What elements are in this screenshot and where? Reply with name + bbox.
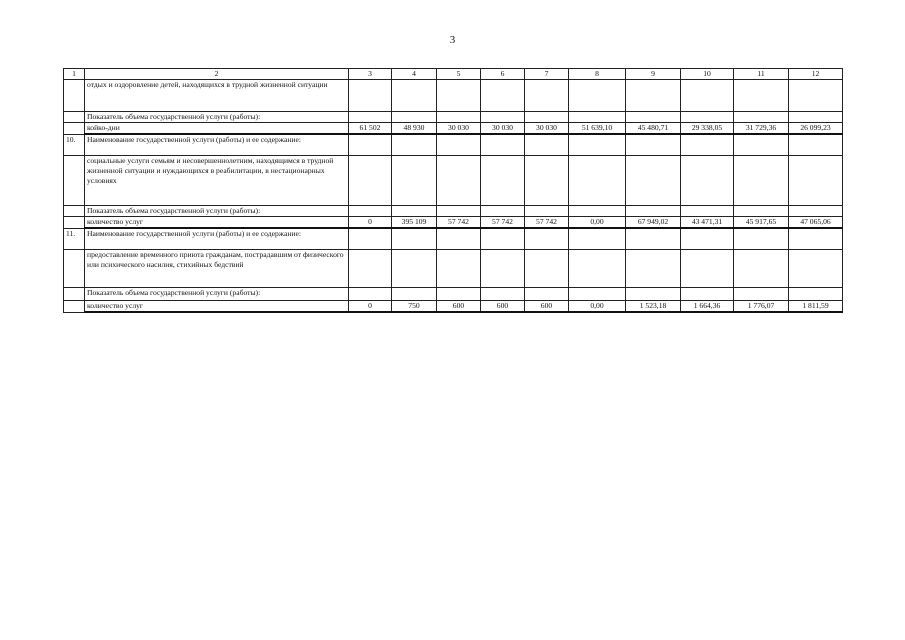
row-number bbox=[64, 112, 85, 123]
value-cell: 26 099,23 bbox=[789, 123, 843, 135]
value-cell bbox=[681, 112, 734, 123]
row-description: социальные услуги семьям и несовершеннолетним, находящимся в трудной жизненной ситуации и нуждающихся в реабилитации, в нестационарных условиях bbox=[85, 155, 349, 205]
value-cell bbox=[525, 205, 569, 216]
table-row bbox=[64, 300, 843, 312]
value-cell bbox=[392, 112, 437, 123]
value-cell bbox=[525, 249, 569, 287]
value-cell bbox=[392, 134, 437, 155]
row-description: Наименование государственной услуги (работы) и ее содержание: bbox=[85, 228, 349, 249]
value-cell bbox=[789, 155, 843, 205]
row-number: 10. bbox=[64, 134, 85, 155]
value-cell: 57 742 bbox=[481, 216, 525, 228]
value-cell: 600 bbox=[525, 300, 569, 312]
value-cell bbox=[734, 80, 789, 112]
value-cell: 51 639,10 bbox=[569, 123, 626, 135]
value-cell bbox=[437, 80, 481, 112]
row-description: количество услуг bbox=[85, 300, 349, 312]
value-cell bbox=[569, 228, 626, 249]
value-cell: 1 776,07 bbox=[734, 300, 789, 312]
value-cell: 600 bbox=[437, 300, 481, 312]
row-number bbox=[64, 80, 85, 112]
value-cell bbox=[569, 112, 626, 123]
value-cell bbox=[569, 134, 626, 155]
table-row bbox=[64, 249, 843, 287]
table-header-row bbox=[64, 69, 843, 80]
value-cell bbox=[626, 287, 681, 300]
table-row bbox=[64, 287, 843, 300]
table-row bbox=[64, 205, 843, 216]
row-number: 11. bbox=[64, 228, 85, 249]
value-cell: 1 523,18 bbox=[626, 300, 681, 312]
value-cell bbox=[349, 80, 392, 112]
value-cell: 48 930 bbox=[392, 123, 437, 135]
row-description: отдых и оздоровление детей, находящихся в трудной жизненной ситуации bbox=[85, 80, 349, 112]
value-cell bbox=[392, 228, 437, 249]
value-cell: 29 338,05 bbox=[681, 123, 734, 135]
value-cell bbox=[525, 228, 569, 249]
value-cell bbox=[392, 155, 437, 205]
value-cell: 1 664,36 bbox=[681, 300, 734, 312]
value-cell: 0,00 bbox=[569, 300, 626, 312]
value-cell bbox=[626, 134, 681, 155]
value-cell bbox=[789, 287, 843, 300]
value-cell bbox=[525, 155, 569, 205]
value-cell bbox=[789, 80, 843, 112]
value-cell bbox=[734, 249, 789, 287]
value-cell bbox=[349, 287, 392, 300]
value-cell: 57 742 bbox=[437, 216, 481, 228]
value-cell bbox=[481, 134, 525, 155]
value-cell: 45 917,65 bbox=[734, 216, 789, 228]
value-cell: 30 030 bbox=[481, 123, 525, 135]
value-cell bbox=[349, 112, 392, 123]
value-cell: 600 bbox=[481, 300, 525, 312]
value-cell bbox=[626, 249, 681, 287]
value-cell: 0 bbox=[349, 216, 392, 228]
value-cell bbox=[626, 112, 681, 123]
row-description: Наименование государственной услуги (работы) и ее содержание: bbox=[85, 134, 349, 155]
column-header: 5 bbox=[437, 69, 481, 80]
table-row bbox=[64, 112, 843, 123]
value-cell bbox=[681, 205, 734, 216]
value-cell bbox=[681, 80, 734, 112]
value-cell bbox=[681, 249, 734, 287]
row-number bbox=[64, 287, 85, 300]
column-header: 8 bbox=[569, 69, 626, 80]
value-cell: 67 949,02 bbox=[626, 216, 681, 228]
value-cell bbox=[437, 134, 481, 155]
column-header: 9 bbox=[626, 69, 681, 80]
value-cell bbox=[569, 287, 626, 300]
value-cell bbox=[569, 80, 626, 112]
column-header: 7 bbox=[525, 69, 569, 80]
row-description: Показатель объема государственной услуги (работы): bbox=[85, 287, 349, 300]
value-cell: 47 065,06 bbox=[789, 216, 843, 228]
row-number bbox=[64, 300, 85, 312]
value-cell bbox=[481, 155, 525, 205]
value-cell bbox=[626, 228, 681, 249]
column-header: 1 bbox=[64, 69, 85, 80]
value-cell bbox=[525, 134, 569, 155]
row-description: Показатель объема государственной услуги (работы): bbox=[85, 205, 349, 216]
value-cell bbox=[734, 112, 789, 123]
value-cell bbox=[481, 205, 525, 216]
value-cell bbox=[437, 249, 481, 287]
value-cell bbox=[481, 80, 525, 112]
value-cell: 1 811,59 bbox=[789, 300, 843, 312]
value-cell bbox=[569, 155, 626, 205]
value-cell: 45 480,71 bbox=[626, 123, 681, 135]
value-cell bbox=[481, 249, 525, 287]
column-header: 6 bbox=[481, 69, 525, 80]
value-cell: 57 742 bbox=[525, 216, 569, 228]
table-row bbox=[64, 216, 843, 228]
value-cell: 0,00 bbox=[569, 216, 626, 228]
value-cell bbox=[569, 249, 626, 287]
row-description: количество услуг bbox=[85, 216, 349, 228]
value-cell bbox=[481, 112, 525, 123]
value-cell bbox=[481, 228, 525, 249]
value-cell bbox=[525, 80, 569, 112]
value-cell bbox=[392, 287, 437, 300]
value-cell bbox=[734, 205, 789, 216]
value-cell: 43 471,31 bbox=[681, 216, 734, 228]
value-cell: 395 109 bbox=[392, 216, 437, 228]
column-header: 10 bbox=[681, 69, 734, 80]
value-cell bbox=[525, 287, 569, 300]
table-row bbox=[64, 228, 843, 249]
value-cell: 750 bbox=[392, 300, 437, 312]
value-cell bbox=[789, 112, 843, 123]
value-cell bbox=[349, 134, 392, 155]
value-cell bbox=[392, 205, 437, 216]
table-row bbox=[64, 123, 843, 135]
row-description: предоставление временного приюта гражданам, пострадавшим от физического или психического насилия, стихийных бедствий bbox=[85, 249, 349, 287]
table-row bbox=[64, 155, 843, 205]
row-description: койко-дни bbox=[85, 123, 349, 135]
row-number bbox=[64, 205, 85, 216]
value-cell bbox=[789, 134, 843, 155]
value-cell bbox=[349, 155, 392, 205]
value-cell: 0 bbox=[349, 300, 392, 312]
column-header: 11 bbox=[734, 69, 789, 80]
value-cell bbox=[789, 205, 843, 216]
value-cell bbox=[626, 205, 681, 216]
value-cell bbox=[681, 155, 734, 205]
value-cell: 31 729,36 bbox=[734, 123, 789, 135]
value-cell bbox=[349, 249, 392, 287]
value-cell: 30 030 bbox=[437, 123, 481, 135]
value-cell bbox=[437, 155, 481, 205]
value-cell bbox=[569, 205, 626, 216]
value-cell bbox=[525, 112, 569, 123]
row-number bbox=[64, 249, 85, 287]
column-header: 4 bbox=[392, 69, 437, 80]
value-cell bbox=[437, 205, 481, 216]
value-cell: 30 030 bbox=[525, 123, 569, 135]
value-cell bbox=[481, 287, 525, 300]
value-cell bbox=[734, 134, 789, 155]
table-row bbox=[64, 80, 843, 112]
row-number bbox=[64, 123, 85, 135]
value-cell bbox=[349, 228, 392, 249]
value-cell bbox=[681, 134, 734, 155]
value-cell bbox=[437, 287, 481, 300]
value-cell bbox=[681, 228, 734, 249]
value-cell bbox=[734, 287, 789, 300]
value-cell bbox=[626, 80, 681, 112]
value-cell bbox=[734, 155, 789, 205]
value-cell bbox=[349, 205, 392, 216]
row-number bbox=[64, 216, 85, 228]
value-cell bbox=[437, 112, 481, 123]
value-cell bbox=[626, 155, 681, 205]
row-description: Показатель объема государственной услуги (работы): bbox=[85, 112, 349, 123]
value-cell bbox=[392, 249, 437, 287]
value-cell bbox=[789, 228, 843, 249]
value-cell bbox=[392, 80, 437, 112]
value-cell bbox=[681, 287, 734, 300]
column-header: 12 bbox=[789, 69, 843, 80]
page-number: 3 bbox=[449, 34, 456, 46]
column-header: 3 bbox=[349, 69, 392, 80]
row-number bbox=[64, 155, 85, 205]
column-header: 2 bbox=[85, 69, 349, 80]
value-cell bbox=[789, 249, 843, 287]
value-cell bbox=[437, 228, 481, 249]
value-cell bbox=[734, 228, 789, 249]
value-cell: 61 502 bbox=[349, 123, 392, 135]
table-row bbox=[64, 134, 843, 155]
data-table bbox=[63, 68, 843, 313]
